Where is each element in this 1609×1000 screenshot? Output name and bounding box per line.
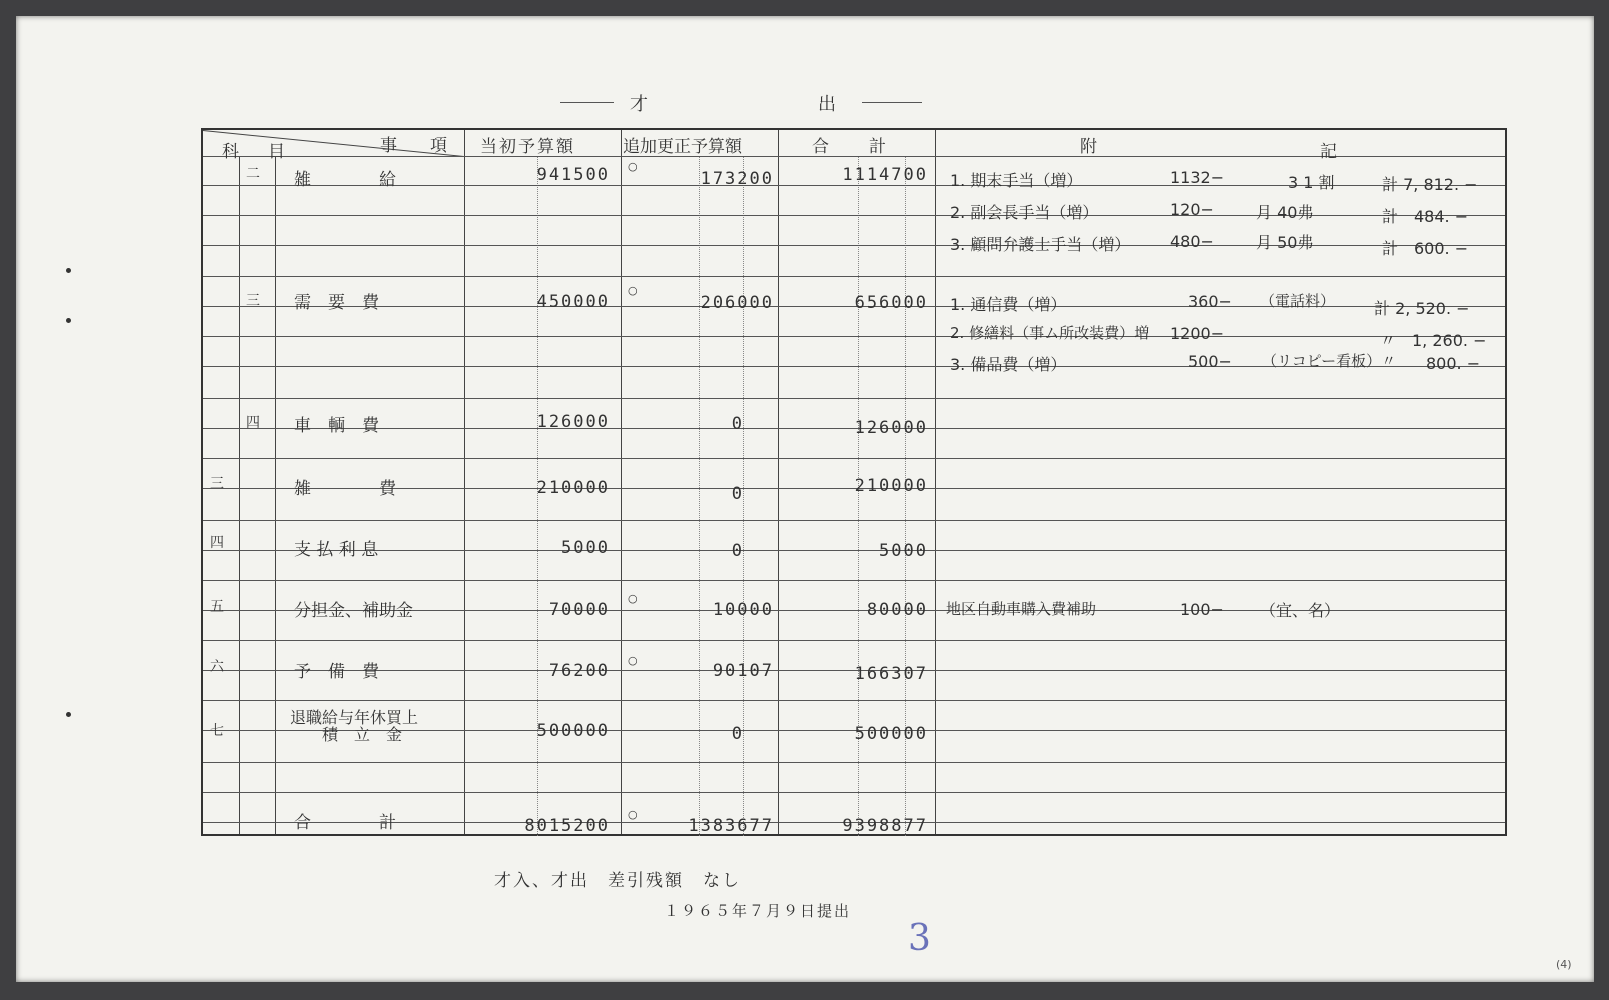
item-number: 六	[210, 659, 224, 675]
binder-hole	[66, 712, 71, 717]
total-amount-total: 9398877	[842, 816, 928, 836]
row-divider	[203, 520, 1505, 521]
item-name: 分担金、補助金	[294, 601, 413, 621]
header-initial-budget: 当初予算額	[480, 137, 575, 157]
additional-amount: 0	[731, 414, 744, 434]
item-number: 四	[210, 535, 224, 551]
grand-total-label: 合 計	[294, 813, 396, 833]
total-amount: 500000	[854, 724, 928, 744]
header-diagonal	[203, 130, 464, 157]
item-name-line2: 積 立 金	[322, 725, 403, 744]
row-divider	[203, 580, 1505, 581]
item-number: 三	[246, 293, 260, 309]
header-kou: 項	[430, 136, 449, 156]
item-number: 五	[210, 599, 224, 615]
col-divider	[464, 130, 465, 834]
item-number: 二	[246, 166, 260, 182]
note-detail: 3 1 割	[1288, 173, 1335, 192]
title-rule-left	[560, 102, 614, 103]
total-amount: 80000	[866, 600, 928, 620]
total-amount: 656000	[854, 293, 928, 313]
binder-hole	[66, 318, 71, 323]
revision-mark: ○	[628, 654, 638, 667]
note-item: 1. 期末手当（増）	[950, 171, 1083, 190]
total-amount: 5000	[879, 541, 928, 561]
note-total: 計 484. −	[1382, 207, 1469, 226]
note-total: 〃 1, 260. −	[1380, 331, 1487, 350]
item-name: 車 輌 費	[294, 416, 379, 436]
header-total: 合 計	[812, 137, 888, 157]
header-ki: 記	[1320, 142, 1339, 162]
item-name: 雑 費	[294, 479, 396, 499]
note-item: 2. 修繕料（事ム所改装費）増	[950, 324, 1150, 342]
initial-amount: 450000	[536, 292, 610, 312]
additional-amount: 206000	[700, 293, 774, 313]
initial-amount: 500000	[536, 721, 610, 741]
note-detail: 月 50弗	[1256, 233, 1314, 252]
header-moku: 目	[268, 142, 287, 162]
item-name: 退職給与年休買上	[290, 708, 419, 727]
header-fu: 附	[1080, 137, 1099, 157]
revision-mark: ○	[628, 160, 638, 173]
note-amount: 500−	[1188, 352, 1232, 371]
note-total: 計 2, 520. −	[1374, 299, 1470, 318]
initial-amount: 76200	[548, 661, 610, 681]
item-name: 予 備 費	[294, 662, 379, 682]
title-left-char: 才	[630, 94, 648, 115]
corner-mark: (4)	[1556, 958, 1572, 971]
note-item: 3. 顧問弁護士手当（増）	[950, 235, 1131, 254]
row-divider	[203, 398, 1505, 399]
note-amount: 1200−	[1170, 324, 1225, 343]
note-amount: 480−	[1170, 232, 1214, 251]
note-item: 地区自動車購入費補助	[946, 600, 1097, 618]
item-number: 七	[210, 723, 224, 739]
total-amount: 1114700	[842, 165, 928, 185]
note-total: 計 600. −	[1382, 239, 1469, 258]
item-name: 支 払 利 息	[294, 540, 379, 560]
col-divider	[935, 130, 936, 834]
row-divider	[203, 276, 1505, 277]
total-amount: 166307	[854, 664, 928, 684]
row-divider	[203, 700, 1505, 701]
note-detail: （リコピー看板）〃	[1262, 352, 1397, 370]
note-item: 2. 副会長手当（増）	[950, 203, 1099, 222]
note-detail: 月 40弗	[1256, 203, 1314, 222]
item-number: 四	[246, 415, 260, 431]
item-number: 三	[210, 476, 224, 492]
note-item: 3. 備品費（増）	[950, 355, 1067, 374]
title-rule-right	[862, 102, 922, 103]
additional-amount: 0	[731, 724, 744, 744]
row-divider	[203, 762, 1505, 763]
revision-mark: ○	[628, 284, 638, 297]
initial-amount: 5000	[561, 538, 610, 558]
col-divider	[275, 156, 276, 834]
col-divider	[778, 130, 779, 834]
page-number: 3	[908, 918, 931, 959]
col-divider	[239, 156, 240, 834]
row-divider	[203, 640, 1505, 641]
additional-amount: 173200	[700, 169, 774, 189]
additional-amount: 90107	[712, 661, 774, 681]
header-jikou: 事	[380, 136, 399, 156]
col-divider	[621, 130, 622, 834]
balance-statement: 才入、才出 差引残額 なし	[494, 871, 741, 891]
item-name: 雑 給	[294, 170, 396, 190]
note-total: 計 7, 812. −	[1382, 175, 1478, 194]
initial-amount: 941500	[536, 165, 610, 185]
note-detail: （電話料）	[1260, 292, 1336, 310]
additional-amount: 0	[731, 484, 744, 504]
row-divider	[203, 336, 1505, 337]
additional-amount-total: 1383677	[688, 816, 774, 836]
note-item: 1. 通信費（増）	[950, 295, 1067, 314]
additional-amount: 0	[731, 541, 744, 561]
revision-mark: ○	[628, 808, 638, 821]
additional-amount: 10000	[712, 600, 774, 620]
note-detail: （宜、名）	[1260, 601, 1341, 620]
note-amount: 100−	[1180, 600, 1224, 619]
header-additional-budget: 追加更正予算額	[623, 137, 742, 157]
initial-amount: 70000	[548, 600, 610, 620]
note-amount: 1132−	[1170, 168, 1225, 187]
row-divider	[203, 792, 1505, 793]
initial-amount: 126000	[536, 412, 610, 432]
initial-amount-total: 8015200	[524, 816, 610, 836]
submission-date: １９６５年７月９日提出	[664, 902, 852, 920]
note-amount: 120−	[1170, 200, 1214, 219]
total-amount: 210000	[854, 476, 928, 496]
initial-amount: 210000	[536, 478, 610, 498]
total-amount: 126000	[854, 418, 928, 438]
note-total: 800. −	[1426, 354, 1481, 373]
item-name: 需 要 費	[294, 293, 379, 313]
binder-hole	[66, 268, 71, 273]
title-right-char: 出	[818, 94, 836, 115]
revision-mark: ○	[628, 592, 638, 605]
note-amount: 360−	[1188, 292, 1232, 311]
row-divider	[203, 458, 1505, 459]
header-kamoku: 科	[222, 142, 241, 162]
